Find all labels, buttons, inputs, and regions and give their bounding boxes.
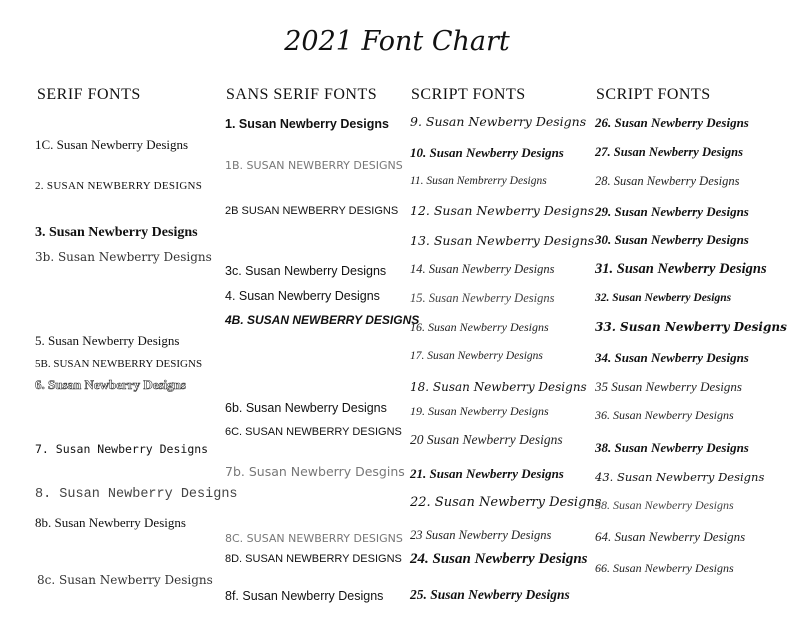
serif-font-sample-8b: 8b. Susan Newberry Designs xyxy=(35,515,186,530)
script-font-sample-18: 18. Susan Newberry Designs xyxy=(410,380,587,394)
serif-font-sample-8c: 8c. Susan Newberry Designs xyxy=(37,573,213,587)
serif-font-sample-6: 6. Susan Newberry Designs xyxy=(35,377,186,392)
script-font-sample-20: 20 Susan Newberry Designs xyxy=(410,432,563,447)
serif-font-sample-5b: 5B. SUSAN NEWBERRY DESIGNS xyxy=(35,358,203,370)
sans-font-sample-8f: 8f. Susan Newberry Designs xyxy=(225,589,384,603)
script-font-sample-32: 32. Susan Newberry Designs xyxy=(595,292,732,304)
script-font-sample-21: 21. Susan Newberry Designs xyxy=(410,466,564,481)
sans-font-sample-4: 4. Susan Newberry Designs xyxy=(225,289,380,303)
sans-font-sample-6c: 6C. SUSAN NEWBERRY DESIGNS xyxy=(225,426,402,438)
serif-font-sample-1c: 1C. Susan Newberry Designs xyxy=(35,137,189,152)
script-font-sample-12: 12. Susan Newberry Designs xyxy=(410,203,595,218)
sans-font-sample-8d: 8D. SUSAN NEWBERRY DESIGNS xyxy=(225,553,402,565)
script-font-sample-66: 66. Susan Newberry Designs xyxy=(595,561,734,575)
script-font-sample-22: 22. Susan Newberry Designs xyxy=(410,495,602,510)
script-font-sample-26: 26. Susan Newberry Designs xyxy=(595,115,749,130)
serif-font-sample-5: 5. Susan Newberry Designs xyxy=(35,333,180,348)
script-font-sample-14: 14. Susan Newberry Designs xyxy=(410,262,555,276)
script-font-sample-10: 10. Susan Newberry Designs xyxy=(410,145,564,160)
page-title: 2021 Font Chart xyxy=(284,26,510,57)
script-font-sample-25: 25. Susan Newberry Designs xyxy=(410,587,570,602)
script-font-sample-13: 13. Susan Newberry Designs xyxy=(410,233,595,248)
script-font-sample-43: 43. Susan Newberry Designs xyxy=(595,470,765,484)
script-font-sample-58: 58. Susan Newberry Designs xyxy=(595,498,734,512)
script-font-sample-31: 31. Susan Newberry Designs xyxy=(595,261,767,277)
script-font-sample-24: 24. Susan Newberry Designs xyxy=(410,551,588,567)
serif-font-sample-3: 3. Susan Newberry Designs xyxy=(35,225,198,240)
sans-font-sample-8c: 8C. SUSAN NEWBERRY DESIGNS xyxy=(225,532,403,545)
script-font-sample-34: 34. Susan Newberry Designs xyxy=(595,350,749,365)
script-font-sample-23: 23 Susan Newberry Designs xyxy=(410,528,552,542)
sans-font-sample-1: 1. Susan Newberry Designs xyxy=(225,117,389,131)
script-font-sample-29: 29. Susan Newberry Designs xyxy=(595,204,749,219)
serif-column-heading: SERIF FONTS xyxy=(37,86,141,103)
sans-serif-column-heading: SANS SERIF FONTS xyxy=(226,86,378,103)
script-font-sample-28: 28. Susan Newberry Designs xyxy=(595,174,740,188)
sans-font-sample-6b: 6b. Susan Newberry Designs xyxy=(225,401,387,415)
script-font-sample-35: 35 Susan Newberry Designs xyxy=(595,379,742,394)
script-font-sample-33: 33. Susan Newberry Designs xyxy=(595,320,787,334)
script-font-sample-16: 16. Susan Newberry Designs xyxy=(410,320,549,334)
serif-font-sample-7: 7. Susan Newberry Designs xyxy=(35,442,209,456)
sans-font-sample-1b: 1B. SUSAN NEWBERRY DESIGNS xyxy=(225,159,403,172)
sans-font-sample-4b: 4B. SUSAN NEWBERRY DESIGNS xyxy=(225,313,420,327)
script-font-sample-30: 30. Susan Newberry Designs xyxy=(595,232,749,247)
script-font-sample-27: 27. Susan Newberry Designs xyxy=(595,145,743,159)
serif-font-sample-8: 8. Susan Newberry Designs xyxy=(35,487,238,502)
script-column-heading-2: SCRIPT FONTS xyxy=(596,86,711,103)
script-font-sample-36: 36. Susan Newberry Designs xyxy=(595,408,734,422)
serif-font-sample-2: 2. SUSAN NEWBERRY DESIGNS xyxy=(35,180,203,192)
script-column-heading: SCRIPT FONTS xyxy=(411,86,526,103)
serif-font-sample-3b: 3b. Susan Newberry Designs xyxy=(35,250,212,264)
sans-font-sample-2b: 2B SUSAN NEWBERRY DESIGNS xyxy=(225,205,399,217)
script-font-sample-38: 38. Susan Newberry Designs xyxy=(595,440,749,455)
sans-font-sample-3c: 3c. Susan Newberry Designs xyxy=(225,264,387,278)
sans-font-sample-7b: 7b. Susan Newberry Desgins xyxy=(225,464,405,479)
script-font-sample-64: 64. Susan Newberry Designs xyxy=(595,529,746,544)
script-font-sample-19: 19. Susan Newberry Designs xyxy=(410,404,549,418)
script-font-sample-9: 9. Susan Newberry Designs xyxy=(410,114,587,129)
script-font-sample-17: 17. Susan Newberry Designs xyxy=(410,350,543,362)
script-font-sample-15: 15. Susan Newberry Designs xyxy=(410,291,555,305)
script-font-sample-11: 11. Susan Nembrerry Designs xyxy=(410,175,547,187)
